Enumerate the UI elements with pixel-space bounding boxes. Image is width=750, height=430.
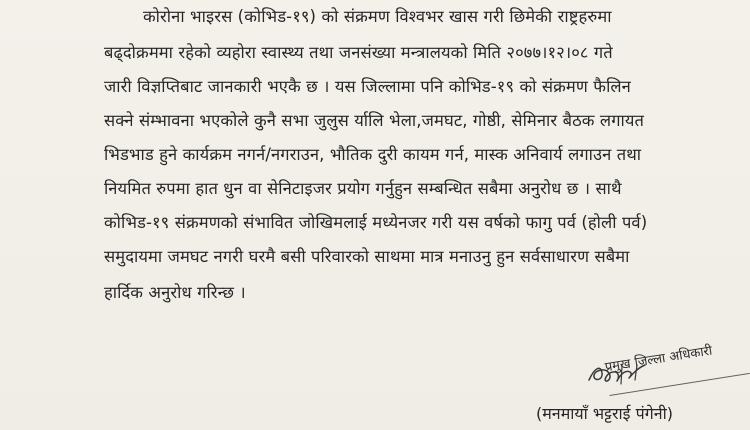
signatory-name: (मनमायाँ भट्टराई पंगेनी) bbox=[536, 404, 673, 423]
notice-line-7: कोभिड-१९ संक्रमणको संभावित जोखिमलाई मध्येनजर गरी यस वर्षको फागु पर्व (होली पर्व) bbox=[104, 213, 648, 232]
notice-line-3: जारी विज्ञप्तिबाट जानकारी भएकै छ । यस जिल्लामा पनि कोभिड-१९ को संक्रमण फैलिन bbox=[104, 77, 631, 96]
notice-line-8: समुदायमा जमघट नगरी घरमै बसी परिवारको साथमा मात्र मनाउनु हुन सर्वसाधारण सबैमा bbox=[104, 247, 630, 266]
notice-line-9: हार्दिक अनुरोध गरिन्छ । bbox=[104, 283, 246, 302]
official-stamp bbox=[603, 334, 750, 399]
notice-line-2: बढ्दोक्रममा रहेको व्यहोरा स्वास्थ्य तथा जनसंख्या मन्त्रालयको मिति २०७७।१२।०८ गते bbox=[104, 43, 613, 62]
stamp-underline bbox=[609, 373, 749, 396]
notice-line-6: नियमित रुपमा हात धुन वा सेनिटाइजर प्रयोग गर्नुहुन सम्बन्धित सबैमा अनुरोध छ । साथै bbox=[104, 179, 622, 198]
notice-line-5: भिडभाड हुने कार्यक्रम नगर्न/नगराउन, भौतिक दुरी कायम गर्न, मास्क अनिवार्य लगाउन तथा bbox=[104, 145, 642, 164]
notice-line-4: सक्ने संम्भावना भएकोले कुनै सभा जुलुस र्यालि भेला,जमघट, गोष्ठी, सेमिनार बैठक लगायत bbox=[104, 111, 645, 130]
stamp-text: प्रमुख जिल्ला अधिकारी bbox=[603, 343, 714, 376]
notice-line-1: कोरोना भाइरस (कोभिड-१९) को संक्रमण विश्वभर खास गरी छिमेकी राष्ट्रहरुमा bbox=[143, 7, 612, 26]
